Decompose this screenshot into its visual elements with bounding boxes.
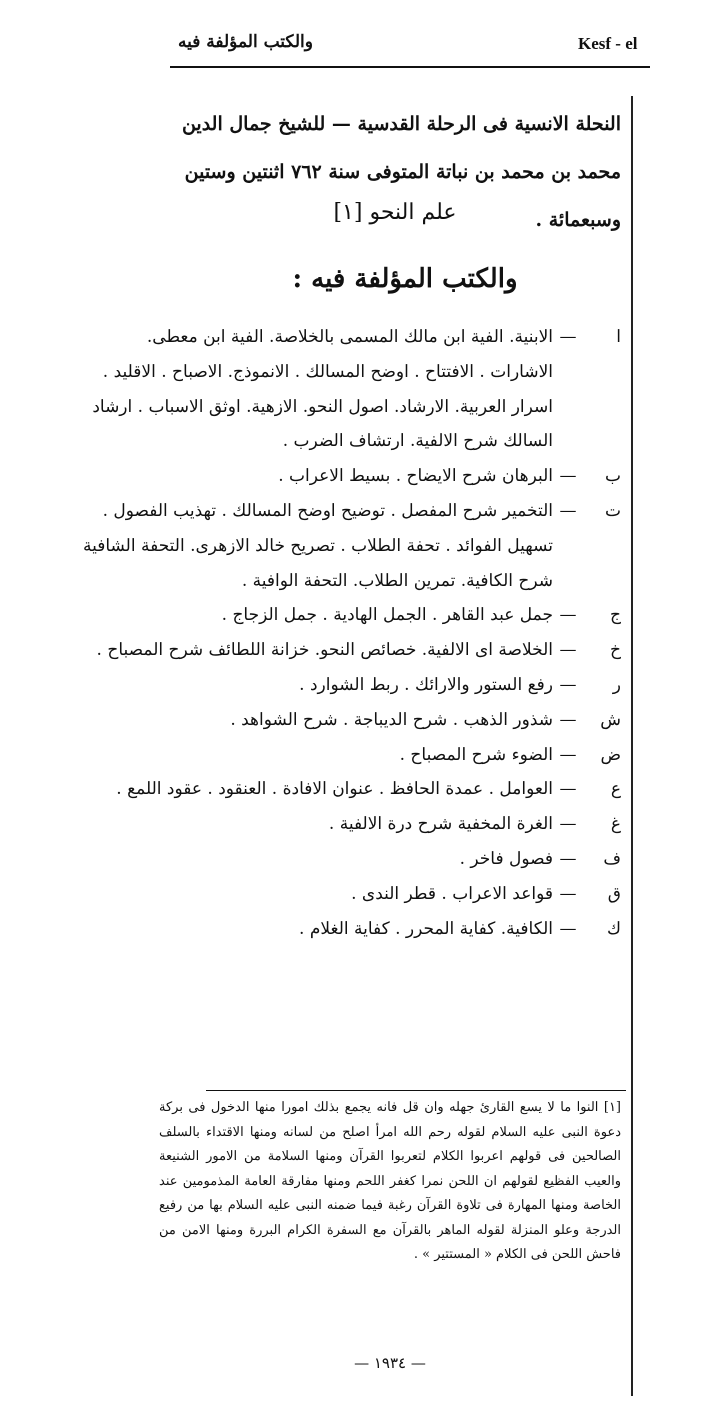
entry-dash: — xyxy=(559,466,577,487)
list-item xyxy=(81,738,621,773)
section-title: علم النحو [١] xyxy=(333,200,457,225)
entry-letter: ج xyxy=(610,605,621,626)
intro-line-1: النحلة الانسية فى الرحلة القدسية — للشيخ جمال الدين xyxy=(181,113,621,135)
list-item xyxy=(81,633,621,668)
entry-dash: — xyxy=(559,674,577,695)
entry-dash: — xyxy=(559,327,577,347)
list-item xyxy=(81,877,621,912)
entry-dash: — xyxy=(559,500,577,521)
entry-dash: — xyxy=(559,744,577,765)
entry-text: الغرة المخفية شرح درة الالفية . xyxy=(328,814,553,835)
entry-letter: ض xyxy=(600,744,621,765)
entry-text: رفع الستور والارائك . ربط الشوارد . xyxy=(299,674,553,695)
entry-letter: ر xyxy=(612,674,621,695)
entry-dash: — xyxy=(559,640,577,661)
entry-dash: — xyxy=(559,605,577,626)
intro-line-2: محمد بن محمد بن نباتة المتوفى سنة ٧٦٢ اثنتين وستين وسبعمائة . xyxy=(184,161,621,231)
running-section-title: والكتب المؤلفة فيه xyxy=(178,32,313,52)
list-item xyxy=(81,598,621,633)
entry-text: شذور الذهب . شرح الديباجة . شرح الشواهد . xyxy=(230,709,553,730)
header-rule xyxy=(170,66,650,68)
entry-dash: — xyxy=(559,709,577,730)
footnote-rule xyxy=(206,1090,626,1091)
entry-letter: ع xyxy=(610,779,621,800)
entry-text: العوامل . عمدة الحافظ . عنوان الافادة . العنقود . عقود اللمع . xyxy=(116,779,553,800)
entry-text: الابنية. الفية ابن مالك المسمى بالخلاصة. الفية ابن معطى. الاشارات . الافتتاح . اوضح المسالك . الانموذج. الاصباح . الاقليد . اسرار العربية. الارشاد. اصول النحو. الازهية. اوثق الاسباب . ارشاد السالك شرح الالفية. ارتشاف الضرب . xyxy=(92,327,553,452)
list-item xyxy=(81,807,621,842)
list-item xyxy=(81,703,621,738)
entry-text: قواعد الاعراب . قطر الندى . xyxy=(351,883,553,904)
entry-dash: — xyxy=(559,814,577,835)
list-item xyxy=(81,772,621,807)
entry-dash: — xyxy=(559,848,577,869)
list-item xyxy=(81,459,621,494)
margin-rule xyxy=(631,96,633,1396)
entry-text: جمل عبد القاهر . الجمل الهادية . جمل الزجاج . xyxy=(221,605,553,626)
list-item xyxy=(81,668,621,703)
footnote: [١] النوا ما لا يسع القارئ جهله وان قل فانه يجمع بذلك امورا منها الدخول فى بركة دعوة النبى عليه السلام لقوله رحم الله امرأ اصلح من لسانه ومنها الاقتداء بالسلف الصالحين فى قولهم اعربوا الكلام لتعربوا القرآن ومنها السلامة من الامور الشنيعة والعيب الفظيع لقولهم ان اللحن نمرا كغفر اللحم ومنها مفارقة العامة المذمومين عند الخاصة ومنها المهارة فى تلاوة القرآن رغبة فيما ضمنه النبى عليه السلام بها من رفيع الدرجة وعلو المنزلة لقوله الماهر بالقرآن مع السفرة الكرام البررة ومنها الامن من فاحش اللحن فى الكلام « المستتير » . xyxy=(159,1100,621,1262)
book-list xyxy=(81,320,621,946)
entry-letter: ب xyxy=(604,466,621,487)
entry-letter: ش xyxy=(600,709,621,730)
entry-dash: — xyxy=(559,883,577,904)
entry-letter: ك xyxy=(606,918,621,939)
list-item xyxy=(81,912,621,947)
list-item xyxy=(81,494,621,598)
entry-text: الخلاصة اى الالفية. خصائص النحو. خزانة اللطائف شرح المصباح . xyxy=(96,640,553,661)
books-heading: والكتب المؤلفة فيه : xyxy=(292,264,518,294)
entry-letter: ا xyxy=(616,327,621,347)
entry-text: فصول فاخر . xyxy=(459,848,553,869)
entry-text: الكافية. كفاية المحرر . كفاية الغلام . xyxy=(299,918,553,939)
entry-dash: — xyxy=(559,918,577,939)
entry-text: البرهان شرح الايضاح . بسيط الاعراب . xyxy=(278,466,553,487)
entry-letter: ف xyxy=(603,848,621,869)
list-item xyxy=(81,842,621,877)
entry-letter: ت xyxy=(604,500,621,521)
entry-letter: غ xyxy=(610,814,621,835)
entry-text: التخمير شرح المفصل . توضيح اوضح المسالك . تهذيب الفصول . تسهيل الفوائد . تحفة الطلاب . تصريح خالد الازهرى. التحفة الشافية شرح الكافية. تمرين الطلاب. التحفة الوافية . xyxy=(82,500,553,591)
entry-letter: ق xyxy=(607,883,621,904)
entry-dash: — xyxy=(559,779,577,800)
running-title: Kesf - el xyxy=(578,34,638,53)
entry-letter: خ xyxy=(610,640,621,661)
list-item xyxy=(81,320,621,459)
entry-text: الضوء شرح المصباح . xyxy=(399,744,553,765)
page-number: — ١٩٣٤ — xyxy=(354,1354,426,1372)
